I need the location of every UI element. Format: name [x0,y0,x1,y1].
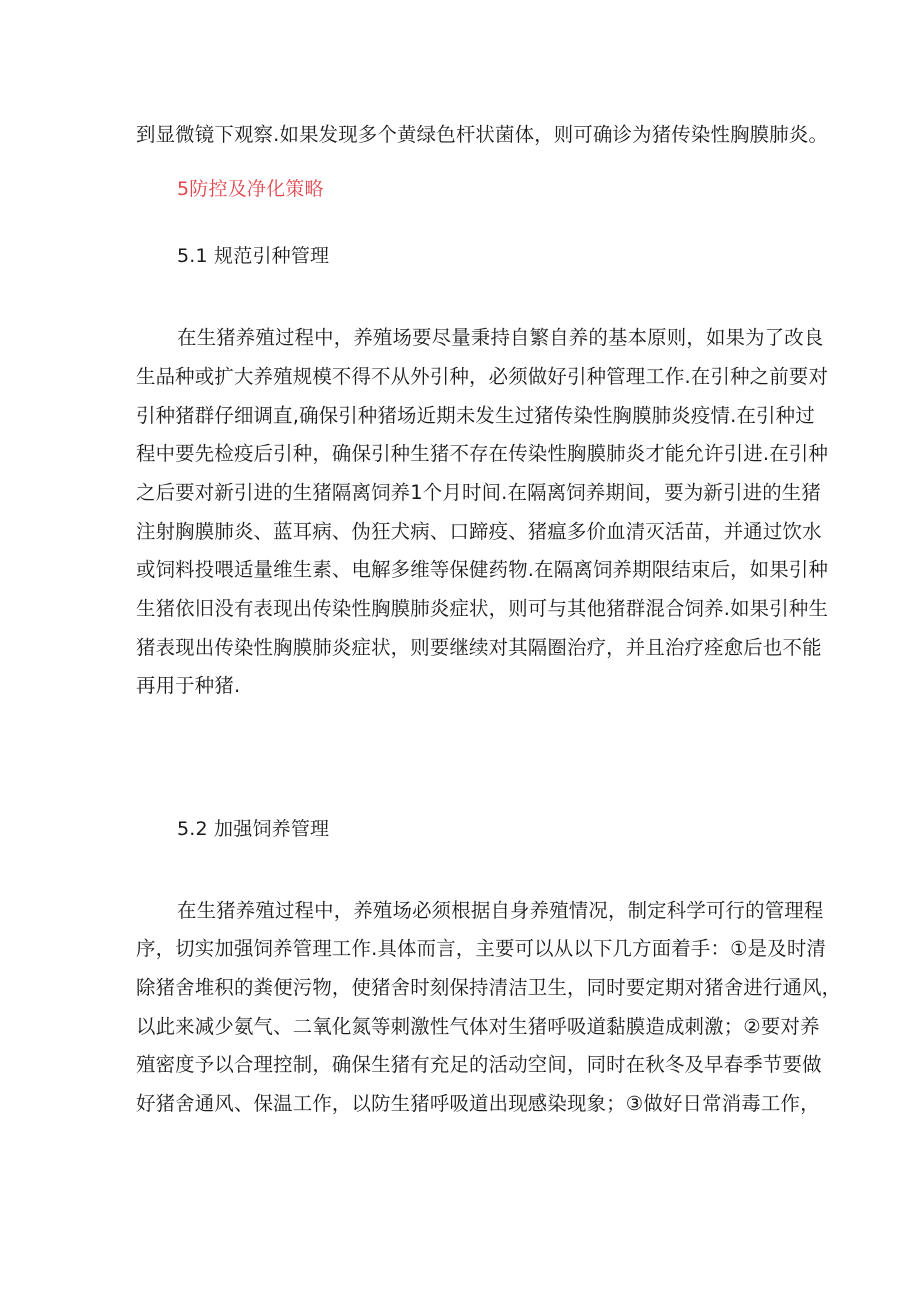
paragraph-line: 或饲料投喂适量维生素、电解多维等保健药物.在隔离饲养期限结束后，如果引种 [136,558,829,581]
paragraph-line: 在生猪养殖过程中，养殖场要尽量秉持自繁自养的基本原则，如果为了改良 [177,326,824,349]
paragraph-line: 注射胸膜肺炎、蓝耳病、伪狂犬病、口蹄疫、猪瘟多价血清灭活苗，并通过饮水 [136,520,822,543]
paragraph-line: 序，切实加强饲养管理工作.具体而言，主要可以从以下几方面着手：①是及时清 [136,937,827,960]
section-5-1-heading: 5.1 规范引种管理 [177,245,330,267]
section-5-heading: 5防控及净化策略 [177,178,324,200]
paragraph-line: 以此来减少氨气、二氧化氮等刺激性气体对生猪呼吸道黏膜造成刺激；②要对养 [136,1015,820,1038]
paragraph-line: 除猪舍堆积的粪便污物，使猪舍时刻保持清洁卫生，同时要定期对猪舍进行通风， [136,976,842,999]
paragraph-line: 殖密度予以合理控制，确保生猪有充足的活动空间，同时在秋冬及早春季节要做 [136,1053,822,1076]
paragraph-line: 猪表现出传染性胸膜肺炎症状，则要继续对其隔圈治疗，并且治疗痊愈后也不能 [136,636,822,659]
paragraph-line: 再用于种猪. [136,674,241,697]
intro-line: 到显微镜下观察.如果发现多个黄绿色杆状菌体，则可确诊为猪传染性胸膜肺炎。 [136,123,829,146]
paragraph-line: 生猪依旧没有表现出传染性胸膜肺炎症状，则可与其他猪群混合饲养.如果引种生 [136,597,829,620]
paragraph-line: 在生猪养殖过程中，养殖场必须根据自身养殖情况，制定科学可行的管理程 [177,899,824,922]
paragraph-line: 引种猪群仔细调直,确保引种猪场近期未发生过猪传染性胸膜肺炎疫情.在引种过 [136,404,815,427]
section-5-2-heading: 5.2 加强饲养管理 [177,818,330,840]
paragraph-line: 生品种或扩大养殖规模不得不从外引种，必须做好引种管理工作.在引种之前要对 [136,365,829,388]
paragraph-line: 之后要对新引进的生猪隔离饲养1个月时间.在隔离饲养期间，要为新引进的生猪 [136,481,821,504]
paragraph-line: 好猪舍通风、保温工作，以防生猪呼吸道出现感染现象；③做好日常消毒工作， [136,1092,820,1115]
paragraph-line: 程中要先检疫后引种，确保引种生猪不存在传染性胸膜肺炎才能允许引进.在引种 [136,442,829,465]
